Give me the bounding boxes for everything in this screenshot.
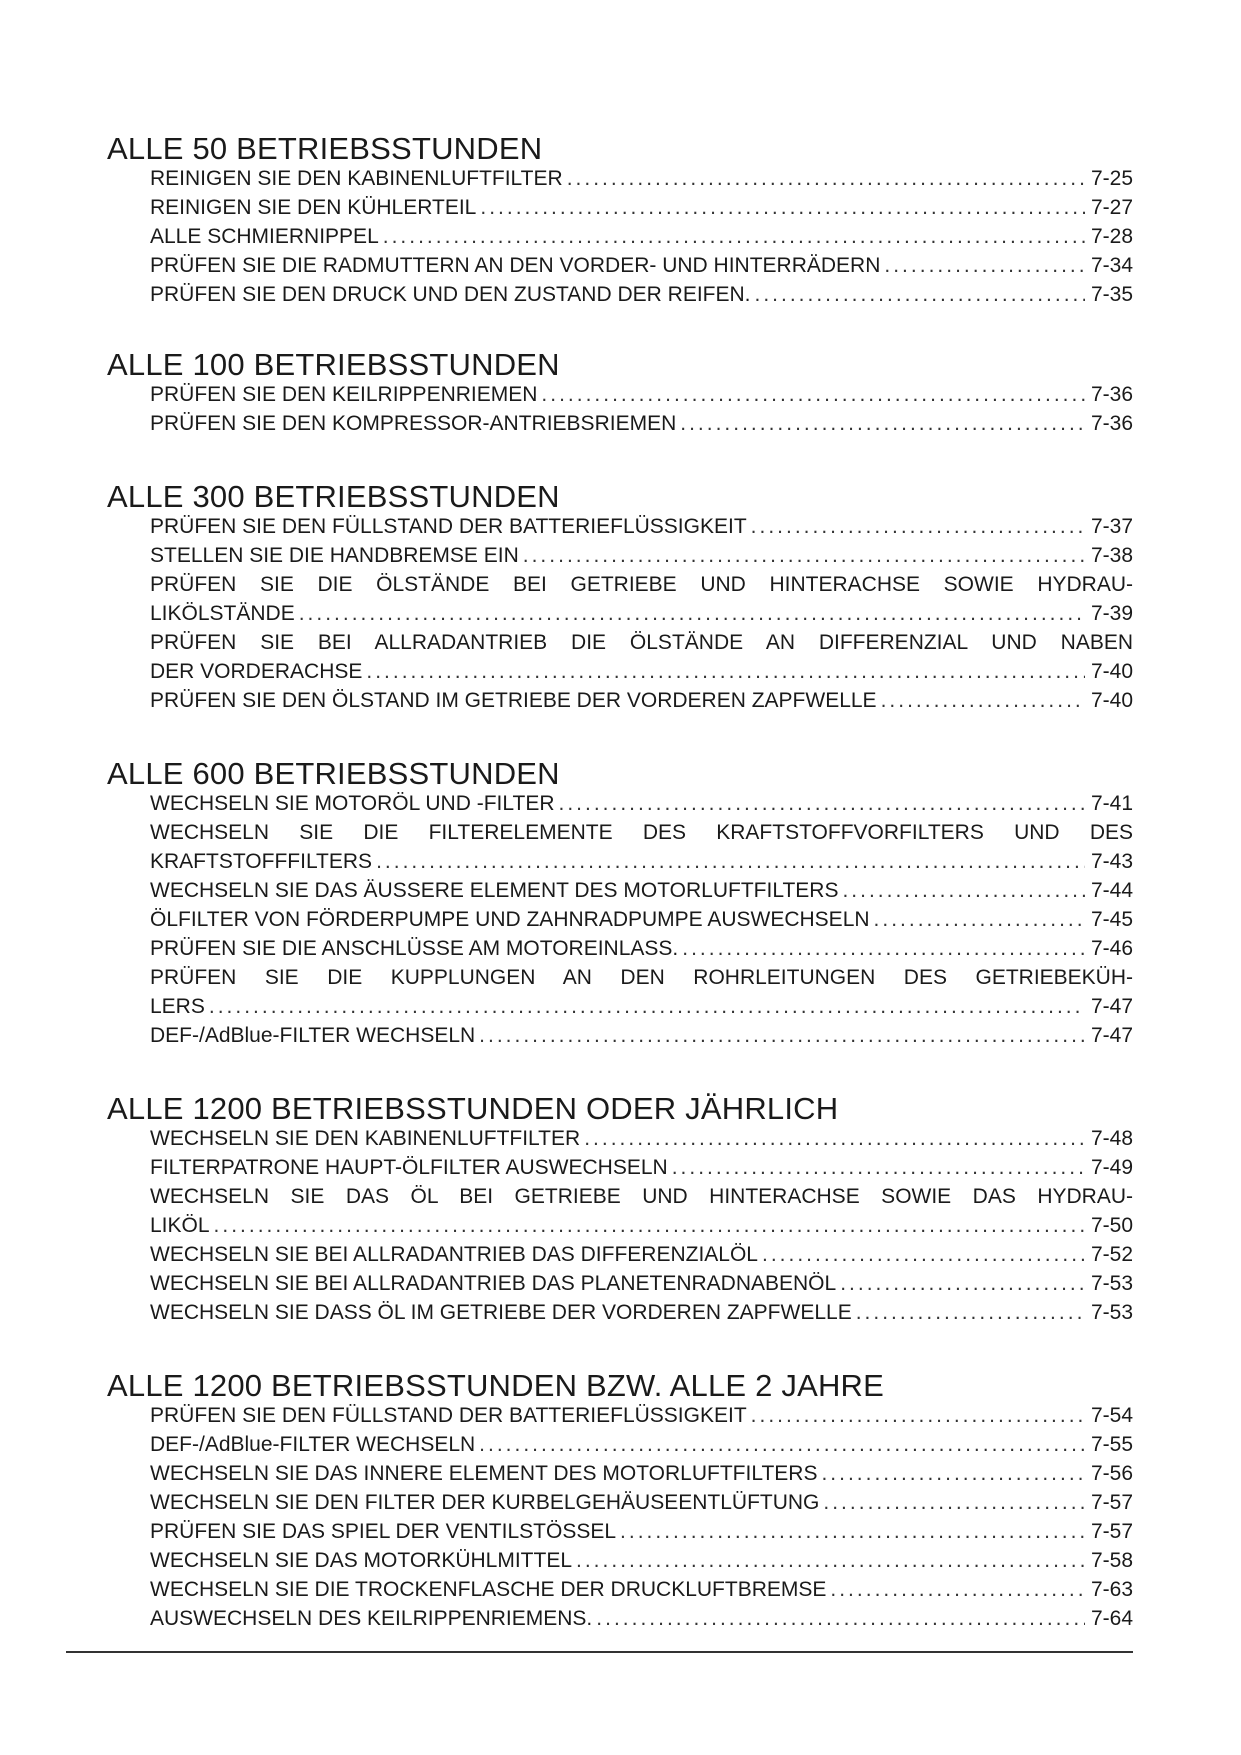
toc-entry-title: PRÜFEN SIE DEN KEILRIPPENRIEMEN [150,383,538,406]
toc-entry[interactable] [150,512,1133,541]
dot-leader [672,1153,1085,1182]
dot-leader [209,992,1085,1021]
toc-entry-title: PRÜFEN SIE DIE ANSCHLÜSSE AM MOTOREINLASS. [150,937,679,960]
dot-leader [682,934,1085,963]
section-title: ALLE 300 BETRIEBSSTUNDEN [107,479,560,514]
dot-leader [830,1575,1085,1604]
toc-entry-title: AUSWECHSELN DES KEILRIPPENRIEMENS. [150,1607,593,1630]
section-title: ALLE 1200 BETRIEBSSTUNDEN BZW. ALLE 2 JAHRE [107,1368,885,1403]
section-title: ALLE 50 BETRIEBSSTUNDEN [107,131,543,166]
toc-page-number: 7-37 [1090,515,1133,538]
dot-leader [751,1401,1085,1430]
toc-page-number: 7-56 [1090,1462,1133,1485]
toc-entry-title: WECHSELN SIE DEN KABINENLUFTFILTER [150,1127,581,1150]
toc-page-number: 7-58 [1090,1549,1133,1572]
toc-entry-line1: PRÜFEN SIE DIE KUPPLUNGEN AN DEN ROHRLEITUNGEN DES GETRIEBEKÜH- [150,966,1133,989]
dot-leader [567,164,1085,193]
dot-leader [541,380,1085,409]
dot-leader [479,1430,1085,1459]
toc-entry[interactable] [150,1604,1133,1633]
toc-entry-title: WECHSELN SIE BEI ALLRADANTRIEB DAS DIFFERENZIALÖL [150,1243,758,1266]
toc-section-600h [107,758,1133,1050]
toc-entry-title: KRAFTSTOFFFILTERS [150,850,373,873]
toc-page-number: 7-28 [1090,225,1133,248]
toc-page-number: 7-48 [1090,1127,1133,1150]
toc-entry[interactable] [150,1488,1133,1517]
toc-entry[interactable] [150,164,1133,193]
toc-entry-title: PRÜFEN SIE DEN FÜLLSTAND DER BATTERIEFLÜSSIGKEIT [150,515,747,538]
toc-page-number: 7-43 [1090,850,1133,873]
dot-leader [842,876,1085,905]
toc-entry[interactable] [150,934,1133,963]
toc-entry-title: PRÜFEN SIE DEN FÜLLSTAND DER BATTERIEFLÜSSIGKEIT [150,1404,747,1427]
dot-leader [620,1517,1085,1546]
dot-leader [366,657,1085,686]
dot-leader [584,1124,1085,1153]
toc-page-number: 7-45 [1090,908,1133,931]
toc-entry-title: LIKÖLSTÄNDE [150,602,295,625]
dot-leader [856,1298,1085,1327]
dot-leader [383,222,1085,251]
toc-entries [150,512,1133,715]
dot-leader [874,905,1085,934]
toc-entry-title: REINIGEN SIE DEN KÜHLERTEIL [150,196,477,219]
toc-page-number: 7-47 [1090,995,1133,1018]
toc-entry[interactable] [150,541,1133,570]
toc-entry[interactable] [150,1021,1133,1050]
dot-leader [596,1604,1085,1633]
toc-entries [150,1124,1133,1327]
toc-entry-title: ALLE SCHMIERNIPPEL [150,225,379,248]
toc-entry-title: PRÜFEN SIE DIE RADMUTTERN AN DEN VORDER- UND HINTERRÄDERN [150,254,881,277]
toc-entry[interactable] [150,1459,1133,1488]
toc-section-1200h-2years [107,1370,1133,1633]
dot-leader [755,280,1085,309]
dot-leader [480,193,1085,222]
toc-entry-title: FILTERPATRONE HAUPT-ÖLFILTER AUSWECHSELN [150,1156,668,1179]
toc-entry-title: PRÜFEN SIE DEN DRUCK UND DEN ZUSTAND DER REIFEN. [150,283,751,306]
toc-entry[interactable] [150,380,1133,409]
toc-page-number: 7-34 [1090,254,1133,277]
toc-entry-title: WECHSELN SIE MOTORÖL UND -FILTER [150,792,555,815]
toc-entry-title: WECHSELN SIE BEI ALLRADANTRIEB DAS PLANETENRADNABENÖL [150,1272,837,1295]
toc-entries [150,380,1133,438]
toc-page-number: 7-35 [1090,283,1133,306]
toc-entry[interactable] [150,686,1133,715]
toc-page-number: 7-63 [1090,1578,1133,1601]
dot-leader [559,789,1085,818]
toc-entry-title: WECHSELN SIE DEN FILTER DER KURBELGEHÄUSEENTLÜFTUNG [150,1491,820,1514]
toc-entry-title: LERS [150,995,205,1018]
toc-page-number: 7-53 [1090,1301,1133,1324]
toc-entry[interactable] [150,847,1133,876]
toc-entry[interactable] [150,1240,1133,1269]
toc-entry-title: ÖLFILTER VON FÖRDERPUMPE UND ZAHNRADPUMPE AUSWECHSELN [150,908,870,931]
toc-page-number: 7-41 [1090,792,1133,815]
toc-entries [150,164,1133,309]
toc-page-number: 7-40 [1090,689,1133,712]
toc-entry[interactable] [150,1211,1133,1240]
toc-entry[interactable] [150,1269,1133,1298]
toc-page-number: 7-53 [1090,1272,1133,1295]
toc-entries [150,789,1133,1050]
toc-page-number: 7-54 [1090,1404,1133,1427]
section-title: ALLE 600 BETRIEBSSTUNDEN [107,756,560,791]
dot-leader [214,1211,1085,1240]
toc-section-300h [107,481,1133,715]
toc-page-number: 7-47 [1090,1024,1133,1047]
dot-leader [576,1546,1085,1575]
toc-entry[interactable] [150,657,1133,686]
toc-entry-title: PRÜFEN SIE DEN KOMPRESSOR-ANTRIEBSRIEMEN [150,412,677,435]
toc-section-50h [107,133,1133,309]
toc-page-number: 7-49 [1090,1156,1133,1179]
toc-entry[interactable] [150,789,1133,818]
toc-entry-title: WECHSELN SIE DAS INNERE ELEMENT DES MOTORLUFTFILTERS [150,1462,818,1485]
toc-entry-title: WECHSELN SIE DAS ÄUSSERE ELEMENT DES MOTORLUFTFILTERS [150,879,839,902]
toc-page-number: 7-57 [1090,1491,1133,1514]
toc-page-number: 7-27 [1090,196,1133,219]
toc-entry-line1: WECHSELN SIE DIE FILTERELEMENTE DES KRAFTSTOFFVORFILTERS UND DES [150,821,1133,844]
toc-entry-title: STELLEN SIE DIE HANDBREMSE EIN [150,544,519,567]
toc-entry[interactable] [150,992,1133,1021]
toc-page-number: 7-52 [1090,1243,1133,1266]
toc-page-number: 7-40 [1090,660,1133,683]
toc-entry-title: PRÜFEN SIE DEN ÖLSTAND IM GETRIEBE DER VORDEREN ZAPFWELLE [150,689,877,712]
dot-leader [751,512,1085,541]
toc-page-number: 7-38 [1090,544,1133,567]
toc-entry-title: WECHSELN SIE DASS ÖL IM GETRIEBE DER VORDEREN ZAPFWELLE [150,1301,852,1324]
toc-section-100h [107,349,1133,438]
toc-page-number: 7-50 [1090,1214,1133,1237]
toc-page-number: 7-44 [1090,879,1133,902]
toc-page-number: 7-57 [1090,1520,1133,1543]
dot-leader [823,1488,1085,1517]
toc-entry[interactable] [150,251,1133,280]
toc-entry[interactable] [150,876,1133,905]
toc-entry-title: DER VORDERACHSE [150,660,363,683]
toc-entry-line1: WECHSELN SIE DAS ÖL BEI GETRIEBE UND HINTERACHSE SOWIE DAS HYDRAU- [150,1185,1133,1208]
dot-leader [523,541,1085,570]
toc-section-1200h-yearly [107,1093,1133,1327]
toc-entry[interactable] [150,1430,1133,1459]
toc-entry-line1: PRÜFEN SIE DIE ÖLSTÄNDE BEI GETRIEBE UND HINTERACHSE SOWIE HYDRAU- [150,573,1133,596]
toc-entry-title: LIKÖL [150,1214,210,1237]
dot-leader [840,1269,1085,1298]
dot-leader [376,847,1085,876]
toc-entry[interactable] [150,222,1133,251]
toc-entry-title: REINIGEN SIE DEN KABINENLUFTFILTER [150,167,563,190]
toc-entry[interactable] [150,1575,1133,1604]
dot-leader [762,1240,1085,1269]
dot-leader [479,1021,1085,1050]
section-title: ALLE 1200 BETRIEBSSTUNDEN ODER JÄHRLICH [107,1091,839,1126]
toc-page-number: 7-55 [1090,1433,1133,1456]
toc-page-number: 7-36 [1090,383,1133,406]
toc-entry[interactable] [150,905,1133,934]
toc-entry[interactable] [150,1298,1133,1327]
toc-page-number: 7-39 [1090,602,1133,625]
toc-entry[interactable] [150,1401,1133,1430]
toc-entry-title: DEF-/AdBlue-FILTER WECHSELN [150,1024,476,1047]
toc-page-number: 7-36 [1090,412,1133,435]
dot-leader [821,1459,1085,1488]
dot-leader [881,686,1085,715]
toc-entry-title: DEF-/AdBlue-FILTER WECHSELN [150,1433,476,1456]
toc-entry[interactable] [150,1124,1133,1153]
footer-rule [66,1651,1133,1653]
toc-entry-title: WECHSELN SIE DIE TROCKENFLASCHE DER DRUCKLUFTBREMSE [150,1578,827,1601]
dot-leader [299,599,1085,628]
toc-entries [150,1401,1133,1633]
section-title: ALLE 100 BETRIEBSSTUNDEN [107,347,560,382]
toc-entry[interactable] [150,193,1133,222]
toc-page-number: 7-46 [1090,937,1133,960]
toc-entry[interactable] [150,1517,1133,1546]
toc-entry[interactable] [150,1546,1133,1575]
toc-entry-title: PRÜFEN SIE DAS SPIEL DER VENTILSTÖSSEL [150,1520,617,1543]
toc-entry[interactable] [150,599,1133,628]
toc-page-number: 7-25 [1090,167,1133,190]
toc-entry-title: WECHSELN SIE DAS MOTORKÜHLMITTEL [150,1549,573,1572]
toc-entry-line1: PRÜFEN SIE BEI ALLRADANTRIEB DIE ÖLSTÄNDE AN DIFFERENZIAL UND NABEN [150,631,1133,654]
toc-page-number: 7-64 [1090,1607,1133,1630]
toc-entry[interactable] [150,1153,1133,1182]
toc-entry[interactable] [150,280,1133,309]
toc-entry[interactable] [150,409,1133,438]
dot-leader [884,251,1085,280]
dot-leader [680,409,1085,438]
